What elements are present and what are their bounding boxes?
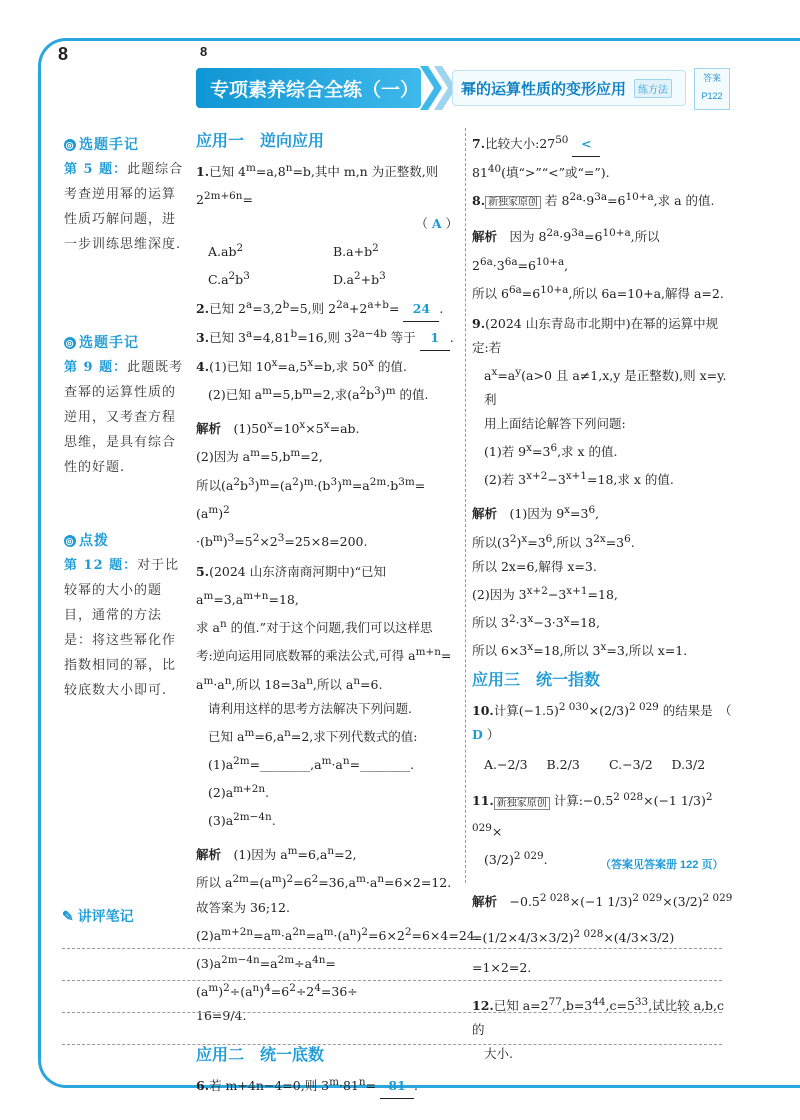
tip-icon: ◎ <box>65 536 75 546</box>
page-number-small: 8 <box>200 44 208 59</box>
note-line <box>62 1044 722 1045</box>
sidebar-note-2: ◎ 选题手记 第 9 题：此题既考查幂的运算性质的逆用，又考查方程思维，是具有综合性的好题. <box>64 334 184 475</box>
note-line <box>62 980 722 981</box>
page-number: 8 <box>58 44 69 64</box>
sidebar-note-1: ◎ 选题手记 第 5 题：此题综合考查逆用幂的运算性质巧解问题，进一步训练思维深度. <box>64 136 184 252</box>
note-icon: ◎ <box>65 338 75 348</box>
section-heading: 应用三 统一指数 <box>472 672 601 690</box>
section-heading: 应用二 统一底数 <box>196 1047 325 1065</box>
topic-tag: 练方法 <box>634 79 672 98</box>
sidebar-note-3: ◎ 点拨 第 12 题：对于比较幂的大小的题目，通常的方法是：将这些幂化作指数相同的幂，比较底数大小即可. <box>64 532 180 698</box>
notes-title: ✎ 讲评笔记 <box>62 908 134 924</box>
answer-ref: 答案 P122 <box>694 68 730 110</box>
topic-title: 幂的运算性质的变形应用 练方法 <box>452 70 686 106</box>
pen-icon: ✎ <box>62 908 74 924</box>
left-column: 应用一 逆向应用 1.已知 $4^m=a,8^n=b$,其中 m,n 为正整数,则 $2^{2m+6n}=$ （ A ） $A.ab^2$ $B.a+b^2$ $C.a^2b^3$ $D.a^2+b^3$ 2.已知 $2^a=3,2^b=5$,则 $2^{2a}+2^{a+b}= 24$ . 3.已知 $3^a=4,81^b=16$,则 $3^{2a-4b}$ 等于 1 . 4.(1)已知 $10^x=a,5^x=b$,求 50$^x$ 的值. (2)已知 $a^m=5,b^m=2$,求$(a^2b^3)^m$ 的值. 解析 $(1)50^x=10^x\times 5^x=ab$. (2)因为 $a^m=5,b^m=2$, 所以$(a^2b^3)^m=(a^2)^m\cdot(b^3)^m=a^{2m}\cdot b^{3m}=(a^m)^2$ $\cdot(b^m)^3=5^2\times 2^3=25\times 8=200$. 5.(2024 山东济南商河期中)“已知 $a^m=3,a^{m+n}=18$, 求 $a^n$ 的值.”对于这个问题,我们可以这样思 考:逆向运用同底数幂的乘法公式,可得 $a^{m+n}=$ $a^m\cdot a^n$,所以 $18=3a^n$,所以 $a^n=6$. 请利用这样的思考方法解决下列问题. 已知 $a^m=6,a^n=2$,求下列代数式的值: $(1)a^{2m}=\_\_\_\_\_\_\_\_,a^m\cdot a^n=\_\_\_\_\_\_\_\_$. $(2)a^{m+2n}$. $(3)a^{2m-4n}$. 解析 (1)因为 $a^m=6,a^n=2$, 所以 $a^{2m}=(a^m)^2=6^2=36,a^m\cdot a^n=6\times 2=12$. 故答案为 36;12. $(2)a^{m+2n}=a^m\cdot a^{2n}=a^m\cdot(a^n)^2=6\times 2^2=6\times 4=24$. $(3)a^{2m-4n}=a^{2m}\div a^{4n}=(a^m)^2\div(a^n)^4=6^2\div 2^4=36\div$ 16=9/4. 应用二 统一底数 6.若 m+4n−4=0,则 $3^m\cdot 81^n= 81$ . <box>196 128 458 1099</box>
banner-title: 专项素养综合全练（一） <box>196 68 421 108</box>
note-icon: ◎ <box>65 140 75 150</box>
note-line <box>62 1012 722 1013</box>
right-column: 7.比较大小$:27^{50} < 81^{40}$(填“>”“<”或“=”). 8. 新独家原创 若 $8^{2a}\cdot 9^{3a}=6^{10+a}$,求 a 的值. 解析 因为 $8^{2a}\cdot 9^{3a}=6^{10+a}$,所以 $2^{6a}\cdot 3^{6a}=6^{10+a}$, 所以 $6^{6a}=6^{10+a}$,所以 6a=10+a,解得 a=2. 9.(2024 山东青岛市北期中)在幂的运算中规定:若 $a^x=a^y(a>0$ 且 a≠1,x,y 是正整数),则 x=y.利 用上面结论解答下列问题: (1)若 $9^x=3^6$,求 x 的值. (2)若 $3^{x+2}-3^{x+1}=18$,求 x 的值. 解析 (1)因为 $9^x=3^6$, 所以$(3^2)^x=3^6$,所以 $3^{2x}=3^6$. 所以 2x=6,解得 x=3. (2)因为 $3^{x+2}-3^{x+1}=18$, 所以 $3^2\cdot 3^x-3\cdot 3^x=18$, 所以 $6\times 3^x=18$,所以 $3^x=3$,所以 x=1. 应用三 统一指数 10.计算$(-1.5)^{2 030}\times(2/3)^{2 029}$ 的结果是 （ D ） A.−2/3 B.2/3 C.−3/2 D.3/2 11. 新独家原创 计算$:-0.5^{2 028}\times(-1$ 1/3)$^{2 029}$× $(3/2)^{2 029}$. 解析 $-0.5^{2 028}\times(-1$ $1/3)^{2 029}\times(3/2)^{2 029}$ $=(1/2\times 4/3\times 3/2)^{2 028}\times(4/3\times 3/2)$ =1×2=2. 12.已知 $a=2^{77},b=3^{44},c=5^{33}$,试比较 a,b,c 的 大小. <box>472 134 733 1062</box>
section-heading: 应用一 逆向应用 <box>196 133 325 150</box>
footer-note: （答案见答案册 122 页） <box>600 859 724 871</box>
column-divider <box>465 128 466 883</box>
note-line <box>62 948 722 949</box>
